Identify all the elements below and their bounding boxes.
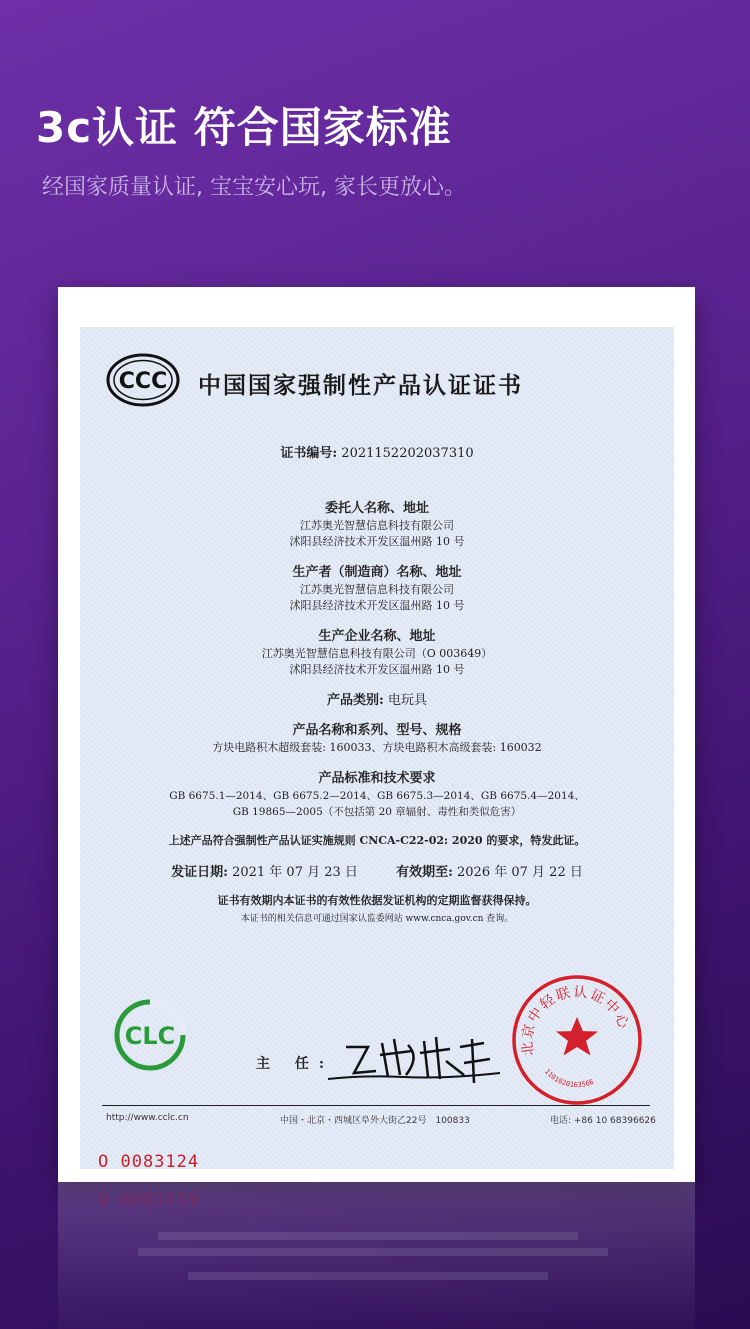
expiry-date-label: 有效期至: bbox=[396, 865, 453, 880]
certification-seal bbox=[510, 973, 644, 1107]
reflection-line bbox=[188, 1272, 548, 1280]
cert-number: 2021152202037310 bbox=[341, 446, 474, 461]
certificate-title: 中国国家强制性产品认证证书 bbox=[198, 372, 523, 399]
footer-url: http://www.cclc.cn bbox=[106, 1113, 189, 1123]
footer-address: 中国・北京・西城区阜外大街乙22号 100833 bbox=[280, 1116, 470, 1126]
seal-star-icon bbox=[556, 1017, 598, 1056]
validity-note: 证书有效期内本证书的有效性依据发证机构的定期监督获得保持。 bbox=[217, 894, 537, 907]
product-label: 产品名称和系列、型号、规格 bbox=[292, 723, 462, 738]
issue-date: 2021 年 07 月 23 日 bbox=[232, 865, 358, 880]
cert-number-row bbox=[80, 442, 674, 461]
certificate-card bbox=[58, 287, 695, 1182]
page-headline: 3c认证 符合国家标准 bbox=[36, 103, 452, 152]
category-value: 电玩具 bbox=[387, 693, 427, 708]
ccc-logo-text: CCC bbox=[118, 369, 168, 394]
factory-name: 江苏奥光智慧信息科技有限公司（O 003649） bbox=[261, 647, 493, 660]
clc-logo-text: CLC bbox=[124, 1022, 176, 1050]
applicant-address: 沭阳县经济技术开发区温州路 10 号 bbox=[289, 535, 465, 548]
serial-number: O 0083124 bbox=[98, 1152, 200, 1172]
applicant-label: 委托人名称、地址 bbox=[324, 501, 429, 516]
product-value: 方块电路积木超级套装: 160033、方块电路积木高级套装: 160032 bbox=[212, 741, 542, 754]
reflection-serial: O 0083124 bbox=[98, 1188, 200, 1208]
manufacturer-label: 生产者（制造商）名称、地址 bbox=[292, 565, 462, 580]
footer-divider bbox=[102, 1105, 650, 1106]
conformity-statement: 上述产品符合强制性产品认证实施规则 CNCA-C22-02: 2020 的要求，特发此证。 bbox=[168, 834, 586, 847]
factory-address: 沭阳县经济技术开发区温州路 10 号 bbox=[289, 663, 465, 676]
page-subline: 经国家质量认证, 宝宝安心玩, 家长更放心。 bbox=[42, 175, 466, 200]
ccc-logo-icon bbox=[106, 353, 180, 407]
footer-phone: 电话: +86 10 68396626 bbox=[550, 1116, 656, 1126]
factory-label: 生产企业名称、地址 bbox=[318, 629, 436, 644]
director-label: 主 任: bbox=[256, 1056, 335, 1072]
clc-logo-icon bbox=[114, 999, 186, 1071]
standard-label: 产品标准和技术要求 bbox=[318, 771, 436, 786]
applicant-name: 江苏奥光智慧信息科技有限公司 bbox=[300, 519, 454, 532]
issue-date-label: 发证日期: bbox=[171, 865, 228, 880]
certificate-reflection bbox=[58, 1182, 695, 1329]
manufacturer-address: 沭阳县经济技术开发区温州路 10 号 bbox=[289, 599, 465, 612]
query-note: 本证书的相关信息可通过国家认监委网站 www.cnca.gov.cn 查询。 bbox=[240, 914, 514, 924]
category-label: 产品类别: bbox=[327, 693, 384, 708]
standard-line-1: GB 6675.1—2014、GB 6675.2—2014、GB 6675.3—2014、GB 6675.4—2014、 bbox=[169, 790, 585, 802]
category-row bbox=[80, 689, 674, 708]
certificate-body bbox=[80, 327, 674, 1169]
cert-number-label: 证书编号: bbox=[280, 446, 338, 461]
standard-line-2: GB 19865—2005（不包括第 20 章辐射、毒性和类似危害） bbox=[232, 806, 522, 818]
seal-text: 北京中轻联认证中心 bbox=[519, 984, 633, 1057]
seal-number: 1101020163566 bbox=[542, 1067, 595, 1090]
manufacturer-name: 江苏奥光智慧信息科技有限公司 bbox=[300, 583, 454, 596]
reflection-line bbox=[158, 1232, 578, 1240]
expiry-date: 2026 年 07 月 22 日 bbox=[457, 865, 583, 880]
director-signature bbox=[324, 1017, 504, 1097]
reflection-line bbox=[138, 1248, 608, 1256]
dates-row bbox=[80, 861, 674, 880]
